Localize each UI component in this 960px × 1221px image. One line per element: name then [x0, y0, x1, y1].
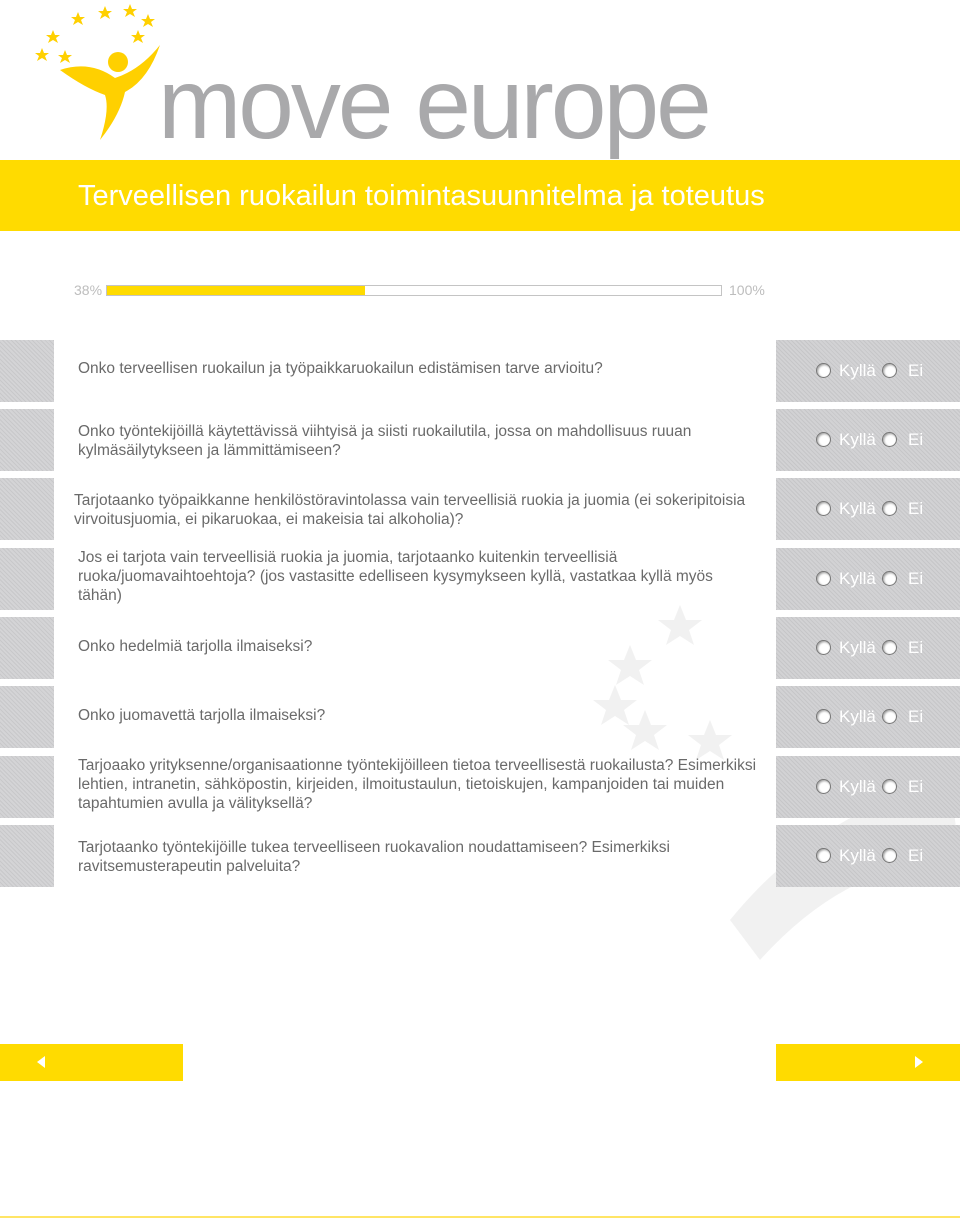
bottom-divider: [0, 1216, 960, 1218]
question-row: [0, 617, 960, 679]
row-tab: [0, 340, 54, 402]
radio-yes[interactable]: [816, 501, 831, 516]
page-title: Terveellisen ruokailun toimintasuunnitelma ja toteutus: [78, 180, 765, 212]
question-row: [0, 409, 960, 471]
answer-panel: [776, 340, 960, 402]
radio-no[interactable]: [882, 571, 897, 586]
answer-panel: [776, 478, 960, 540]
radio-no[interactable]: [882, 640, 897, 655]
row-tab: [0, 478, 54, 540]
answer-panel: [776, 825, 960, 887]
question-row: [0, 756, 960, 818]
question-row: [0, 478, 960, 540]
question-row: [0, 686, 960, 748]
title-bar: [0, 160, 960, 231]
option-yes-label: Kyllä: [839, 777, 876, 796]
option-yes-label: Kyllä: [839, 638, 876, 657]
move-europe-logo: [20, 0, 709, 160]
radio-yes[interactable]: [816, 640, 831, 655]
question-row: [0, 825, 960, 887]
radio-yes[interactable]: [816, 363, 831, 378]
radio-no[interactable]: [882, 709, 897, 724]
radio-no[interactable]: [882, 363, 897, 378]
option-yes-label: Kyllä: [839, 569, 876, 588]
question-text: Jos ei tarjota vain terveellisiä ruokia ja juomia, tarjotaanko kuitenkin terveellisiä ruoka/juomavaihtoehtoja? (jos vastasitte edelliseen kysymykseen kyllä, vastatkaa kyllä myös tähän): [78, 549, 713, 604]
radio-yes[interactable]: [816, 848, 831, 863]
question-text: Tarjoaako yrityksenne/organisaationne työntekijöilleen tietoa terveellisestä ruokailusta? Esimerkiksi lehtien, intranetin, sähköpostin, kirjeiden, ilmoitustaulun, tietoiskujen, kampanjoiden tai muiden tapahtumien avulla ja välityksellä?: [78, 757, 757, 812]
previous-button[interactable]: [0, 1044, 183, 1081]
question-text: Tarjotaanko työpaikkanne henkilöstöravintolassa vain terveellisiä ruokia ja juomia (ei sokeripitoisia virvoitusjuomia, ei pikaruokaa, ei makeisia tai alkoholia)?: [74, 492, 746, 528]
question-text: Onko hedelmiä tarjolla ilmaiseksi?: [78, 638, 313, 655]
option-yes-label: Kyllä: [839, 361, 876, 380]
option-no-label: Ei: [908, 499, 924, 518]
arrow-left-icon: [37, 1056, 45, 1068]
next-button[interactable]: [776, 1044, 960, 1081]
progress-bar: [106, 285, 722, 296]
answer-panel: [776, 617, 960, 679]
answer-panel: [776, 686, 960, 748]
row-tab: [0, 409, 54, 471]
option-no-label: Ei: [908, 361, 924, 380]
row-tab: [0, 825, 54, 887]
row-tab: [0, 756, 54, 818]
progress-current-label: 38%: [74, 282, 103, 298]
option-no-label: Ei: [908, 430, 924, 449]
arrow-right-icon: [915, 1056, 923, 1068]
radio-no[interactable]: [882, 501, 897, 516]
radio-no[interactable]: [882, 779, 897, 794]
question-text: Onko juomavettä tarjolla ilmaiseksi?: [78, 707, 326, 724]
row-tab: [0, 617, 54, 679]
answer-panel: [776, 409, 960, 471]
brand-name: move europe: [158, 48, 709, 160]
radio-yes[interactable]: [816, 709, 831, 724]
option-no-label: Ei: [908, 777, 924, 796]
row-tab: [0, 548, 54, 610]
option-yes-label: Kyllä: [839, 707, 876, 726]
progress-fill: [107, 286, 365, 295]
question-row: [0, 340, 960, 402]
question-text: Onko työntekijöillä käytettävissä viihtyisä ja siisti ruokailutila, jossa on mahdollisuus ruuan kylmäsäilytykseen ja lämmittämiseen?: [78, 423, 692, 459]
question-text: Onko terveellisen ruokailun ja työpaikkaruokailun edistämisen tarve arvioitu?: [78, 360, 603, 377]
radio-yes[interactable]: [816, 432, 831, 447]
radio-no[interactable]: [882, 848, 897, 863]
option-yes-label: Kyllä: [839, 430, 876, 449]
option-no-label: Ei: [908, 638, 924, 657]
option-no-label: Ei: [908, 846, 924, 865]
progress-end-label: 100%: [729, 282, 765, 298]
question-text: Tarjotaanko työntekijöille tukea terveelliseen ruokavalion noudattamiseen? Esimerkiksi ravitsemusterapeutin palveluita?: [78, 839, 670, 875]
radio-no[interactable]: [882, 432, 897, 447]
row-tab: [0, 686, 54, 748]
answer-panel: [776, 548, 960, 610]
radio-yes[interactable]: [816, 779, 831, 794]
question-row: [0, 548, 960, 610]
option-no-label: Ei: [908, 707, 924, 726]
option-yes-label: Kyllä: [839, 499, 876, 518]
radio-yes[interactable]: [816, 571, 831, 586]
option-no-label: Ei: [908, 569, 924, 588]
answer-panel: [776, 756, 960, 818]
option-yes-label: Kyllä: [839, 846, 876, 865]
